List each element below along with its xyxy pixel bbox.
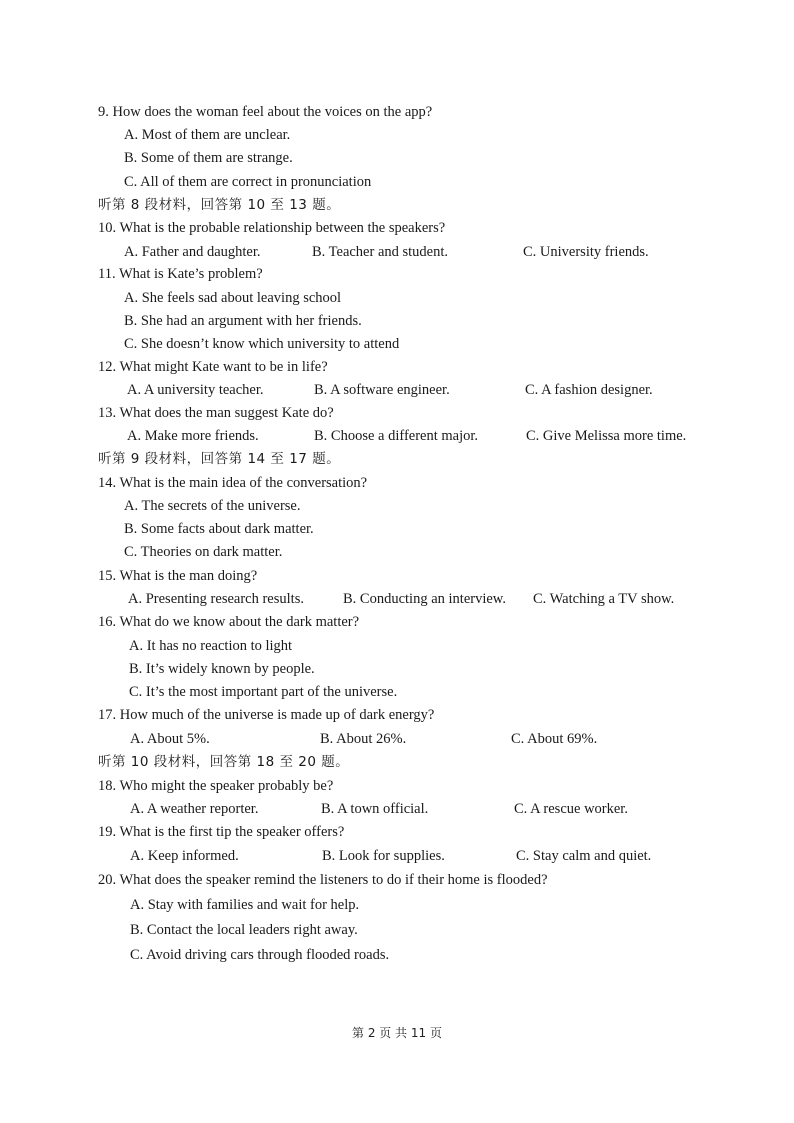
question-19-stem: 19. What is the first tip the speaker offers? — [98, 824, 345, 840]
question-12-option-a: A. A university teacher. — [127, 382, 264, 398]
question-17-option-a: A. About 5%. — [130, 731, 210, 747]
question-12-stem: 12. What might Kate want to be in life? — [98, 359, 328, 375]
question-9-option-c: C. All of them are correct in pronunciation — [124, 174, 372, 190]
question-18-option-b: B. A town official. — [321, 801, 429, 817]
question-18-stem: 18. Who might the speaker probably be? — [98, 778, 334, 794]
question-13-option-c: C. Give Melissa more time. — [526, 428, 687, 444]
question-10-option-b: B. Teacher and student. — [312, 244, 449, 260]
question-9-option-a: A. Most of them are unclear. — [124, 127, 291, 143]
question-20-option-b: B. Contact the local leaders right away. — [130, 922, 358, 938]
question-11-stem: 11. What is Kate’s problem? — [98, 266, 263, 282]
question-14-stem: 14. What is the main idea of the conversation? — [98, 475, 368, 491]
question-16-stem: 16. What do we know about the dark matter? — [98, 614, 360, 630]
question-15-option-a: A. Presenting research results. — [128, 591, 304, 607]
question-18-option-c: C. A rescue worker. — [514, 801, 628, 817]
question-17-option-b: B. About 26%. — [320, 731, 407, 747]
question-13-stem: 13. What does the man suggest Kate do? — [98, 405, 334, 421]
question-16-option-a: A. It has no reaction to light — [129, 638, 293, 654]
question-14-option-b: B. Some facts about dark matter. — [124, 521, 314, 537]
question-15-option-c: C. Watching a TV show. — [533, 591, 675, 607]
question-9-option-b: B. Some of them are strange. — [124, 150, 293, 166]
question-16-option-b: B. It’s widely known by people. — [129, 661, 315, 677]
question-13-option-a: A. Make more friends. — [127, 428, 259, 444]
question-19-option-c: C. Stay calm and quiet. — [516, 848, 652, 864]
question-10-option-c: C. University friends. — [523, 244, 649, 260]
question-9-stem: 9. How does the woman feel about the voices on the app? — [98, 104, 433, 120]
question-10-option-a: A. Father and daughter. — [124, 244, 261, 260]
question-15-option-b: B. Conducting an interview. — [343, 591, 506, 607]
question-20-stem: 20. What does the speaker remind the listeners to do if their home is flooded? — [98, 872, 548, 888]
question-20-option-a: A. Stay with families and wait for help. — [130, 897, 360, 913]
question-18-option-a: A. A weather reporter. — [130, 801, 259, 817]
question-17-stem: 17. How much of the universe is made up of dark energy? — [98, 707, 435, 723]
question-11-option-b: B. She had an argument with her friends. — [124, 313, 362, 329]
question-15-stem: 15. What is the man doing? — [98, 568, 258, 584]
section-10-instruction: 听第 10 段材料，回答第 18 至 20 题。 — [98, 754, 350, 770]
question-11-option-a: A. She feels sad about leaving school — [124, 290, 342, 306]
question-12-option-c: C. A fashion designer. — [525, 382, 653, 398]
section-8-instruction: 听第 8 段材料，回答第 10 至 13 题。 — [98, 197, 341, 213]
question-19-option-a: A. Keep informed. — [130, 848, 239, 864]
question-14-option-c: C. Theories on dark matter. — [124, 544, 283, 560]
question-14-option-a: A. The secrets of the universe. — [124, 498, 301, 514]
question-13-option-b: B. Choose a different major. — [314, 428, 479, 444]
question-12-option-b: B. A software engineer. — [314, 382, 450, 398]
question-17-option-c: C. About 69%. — [511, 731, 598, 747]
question-20-option-c: C. Avoid driving cars through flooded roads. — [130, 947, 390, 963]
question-11-option-c: C. She doesn’t know which university to attend — [124, 336, 400, 352]
question-16-option-c: C. It’s the most important part of the universe. — [129, 684, 398, 700]
question-10-stem: 10. What is the probable relationship between the speakers? — [98, 220, 446, 236]
section-9-instruction: 听第 9 段材料，回答第 14 至 17 题。 — [98, 451, 341, 467]
question-19-option-b: B. Look for supplies. — [322, 848, 445, 864]
page-number-footer: 第 2 页 共 11 页 — [352, 1026, 442, 1040]
